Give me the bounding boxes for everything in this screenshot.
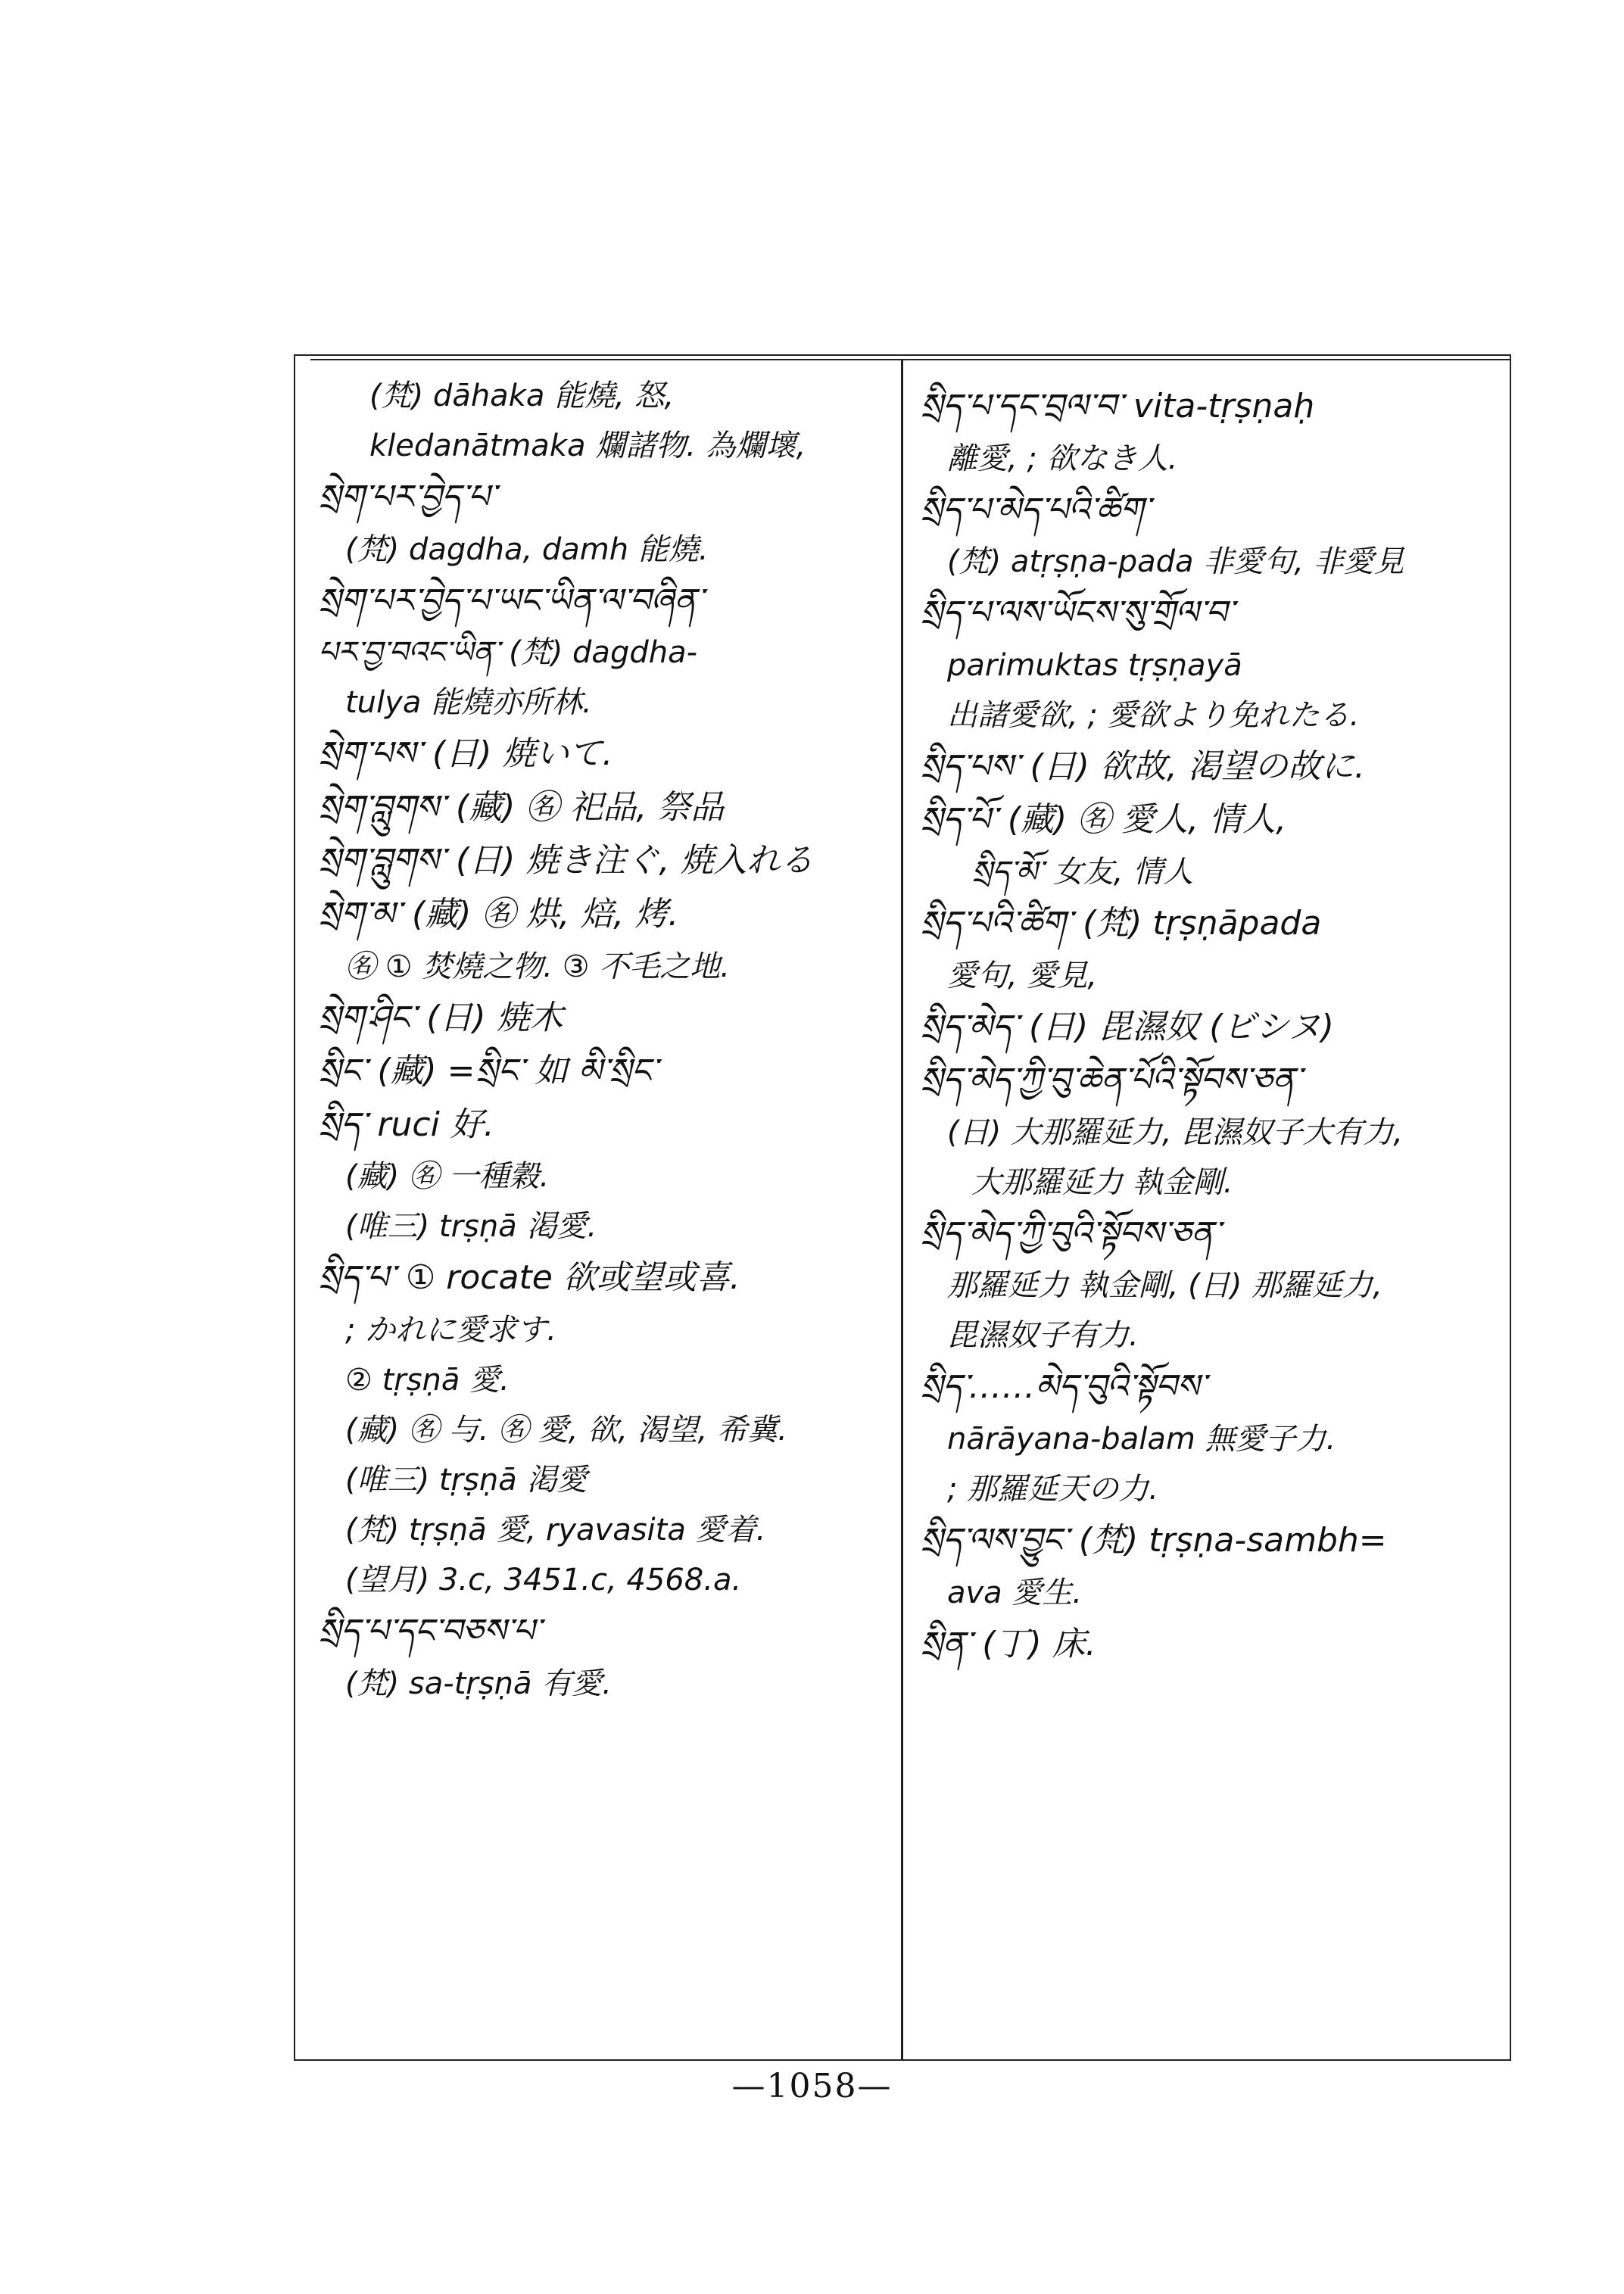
entry-headword: སྲེག་པར་བྱེད་པ་ཡང་ཡིན་ལ་བཞིན་ bbox=[318, 581, 703, 620]
entry-headword: སྲིད་མེད་ (日) 毘濕奴 (ビシヌ) bbox=[920, 1007, 1334, 1046]
entry-line: 愛句, 愛見, bbox=[947, 958, 1098, 993]
entry-line: (梵) tṛṣṇā 愛, ryavasita 愛着. bbox=[345, 1512, 766, 1548]
entry-line: tulya 能燒亦所林. bbox=[345, 685, 592, 721]
entry-headword: སྲེག་ཤིང་ (日) 焼木 bbox=[318, 998, 563, 1037]
entry-headword: སྲིང་ (藏) =སྲིང་ 如 མི་སྲིང་ bbox=[318, 1052, 658, 1091]
entry-line: (藏) ㊔ 一種穀. bbox=[345, 1159, 550, 1195]
entry-line: (梵) sa-tṛṣṇā 有愛. bbox=[345, 1666, 612, 1701]
entry-headword: སྲེག་བླུགས་ (藏) ㊔ 祀品, 祭品 bbox=[318, 787, 725, 827]
entry-line: (望月) 3.c, 3451.c, 4568.a. bbox=[345, 1562, 742, 1597]
entry-line: (梵) dāhaka 能燒, 怒, bbox=[369, 379, 675, 413]
entry-headword: སྲེག་བླུགས་ (日) 焼き注ぐ, 焼入れる bbox=[318, 841, 814, 881]
right-column bbox=[920, 379, 1510, 2021]
entry-line: པར་བྱ་བའང་ཡིན་ (梵) dagdha- bbox=[318, 635, 698, 671]
entry-headword: སྲིད་མེད་ཀྱི་བུ་ཆེན་པོའི་སྟོབས་ཅན་ bbox=[920, 1061, 1301, 1100]
entry-headword: སྲིད་པ་དང་བྲལ་བ་ vita-tṛṣṇaḥ bbox=[920, 387, 1315, 425]
entry-headword: སྲིད་མེད་ཀྱི་བུའི་སྟོབས་ཅན་ bbox=[920, 1214, 1220, 1253]
entry-headword: སྲེག་པར་བྱེད་པ་ bbox=[318, 478, 497, 516]
left-column bbox=[318, 379, 893, 2021]
entry-line: parimuktas tṛṣṇayā bbox=[947, 647, 1242, 683]
entry-headword: སྲིད་པ་མེད་པའི་ཚིག་ bbox=[920, 490, 1151, 529]
entry-line: སྲིད་མོ་ 女友, 情人 bbox=[971, 854, 1194, 890]
entry-headword: སྲེག་པས་ (日) 焼いて. bbox=[318, 734, 613, 774]
entry-headword: སྲིད་……མེད་བུའི་སྟོབས་ bbox=[920, 1367, 1206, 1407]
entry-line: 毘濕奴子有力. bbox=[947, 1318, 1139, 1354]
entry-headword: སྲིད་པོ་ (藏) ㊔ 愛人, 情人, bbox=[920, 800, 1287, 840]
entry-line: 離愛, ; 欲なき人. bbox=[947, 441, 1178, 476]
entry-line: (唯三) tṛṣṇā 渇愛 bbox=[345, 1462, 588, 1498]
entry-line: nārāyana-balam 無愛子力. bbox=[947, 1421, 1336, 1457]
entry-line: (日) 大那羅延力, 毘濕奴子大有力, bbox=[947, 1114, 1404, 1150]
entry-line: 大那羅延力 執金剛. bbox=[971, 1164, 1233, 1200]
top-rule bbox=[310, 359, 1511, 360]
entry-line: (唯三) trṣṇā 渇愛. bbox=[345, 1209, 597, 1245]
entry-headword: སྲིད་ ruci 好. bbox=[318, 1105, 494, 1144]
entry-headword: སྲིད་པའི་ཚིག་ (梵) tṛṣṇāpada bbox=[920, 903, 1322, 943]
entry-headword: སྲིད་ལས་བྱུང་ (梵) tṛṣṇa-sambh= bbox=[920, 1520, 1387, 1560]
entry-headword: སྲིད་པ་ལས་ཡོངས་སུ་གྲོལ་བ་ bbox=[920, 594, 1234, 633]
entry-headword: སྲིད་པས་ (日) 欲故, 渇望の故に. bbox=[920, 746, 1365, 786]
entry-line: ; かれに愛求す. bbox=[345, 1312, 556, 1348]
entry-headword: སྲིན་ (丁) 床. bbox=[920, 1624, 1096, 1663]
entry-headword: སྲིད་པ་དང་བཅས་པ་ bbox=[318, 1611, 541, 1650]
entry-line: 那羅延力 執金剛, (日) 那羅延力, bbox=[947, 1268, 1382, 1304]
entry-line: ava 愛生. bbox=[947, 1575, 1083, 1610]
entry-line: ② tṛṣṇā 愛. bbox=[345, 1362, 510, 1398]
entry-line: (梵) atṛṣṇa-pada 非愛句, 非愛見 bbox=[947, 544, 1404, 580]
entry-line: 出諸愛欲, ; 愛欲より免れたる. bbox=[947, 697, 1360, 733]
entry-headword: སྲེག་མ་ (藏) ㊔ 烘, 焙, 烤. bbox=[318, 894, 679, 933]
entry-line: ㊔ ① 焚燒之物. ③ 不毛之地. bbox=[345, 949, 731, 984]
entry-line: ; 那羅延天の力. bbox=[947, 1471, 1158, 1507]
entry-line: (梵) dagdha, damh 能燒. bbox=[345, 531, 709, 567]
page-number: —1058— bbox=[731, 2067, 893, 2105]
column-divider bbox=[901, 359, 903, 2061]
entry-headword: སྲིད་པ་ ① rocate 欲或望或喜. bbox=[318, 1258, 740, 1298]
entry-line: (藏) ㊔ 与. ㊔ 愛, 欲, 渴望, 希冀. bbox=[345, 1412, 787, 1448]
entry-line: kledanātmaka 爛諸物. 為爛壞, bbox=[369, 429, 806, 463]
